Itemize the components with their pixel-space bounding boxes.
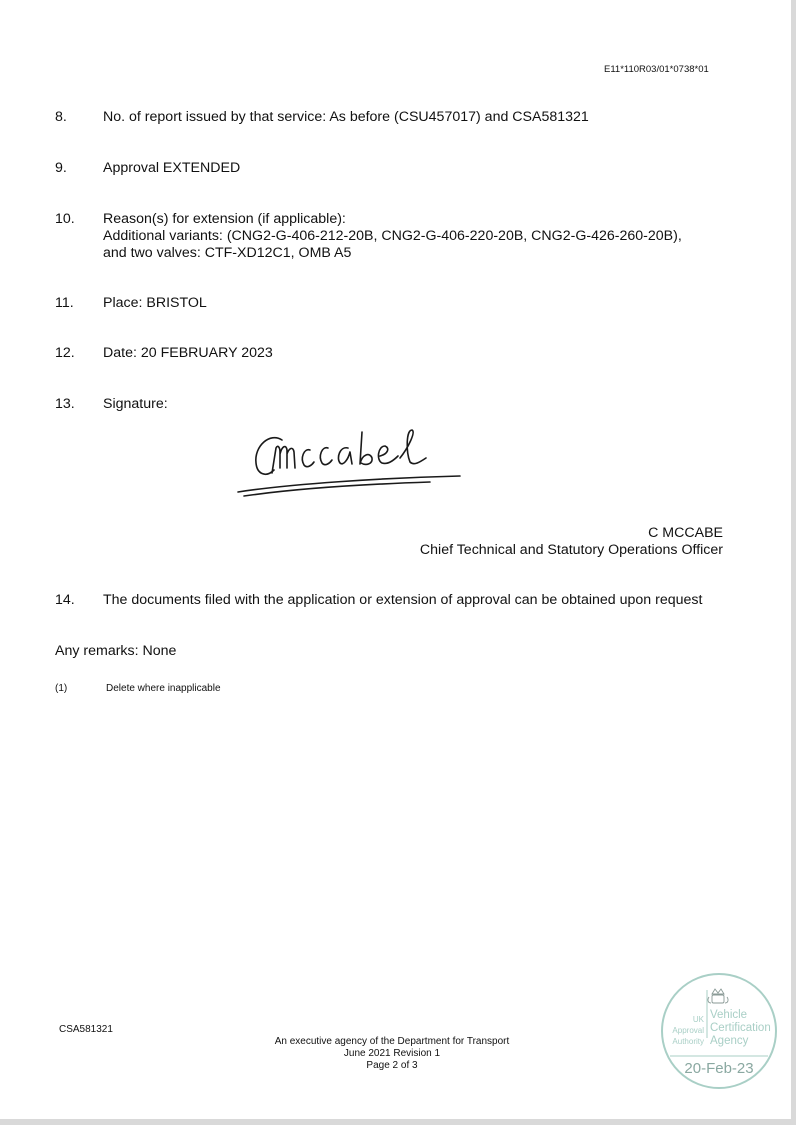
item-number: 14. (55, 592, 75, 608)
item-number: 12. (55, 345, 75, 361)
item-text: Additional variants: (CNG2-G-406-212-20B, CNG2-G-406-220-20B, CNG2-G-426-260-20B), (103, 228, 682, 244)
footer-reference: CSA581321 (59, 1024, 113, 1035)
item-number: 13. (55, 396, 75, 412)
stamp-right-text: Certification (710, 1022, 771, 1034)
item-text: No. of report issued by that service: As before (CSU457017) and CSA581321 (103, 109, 589, 125)
item-text: Reason(s) for extension (if applicable): (103, 211, 346, 227)
item-number: 10. (55, 211, 75, 227)
footer-line: Page 2 of 3 (366, 1060, 418, 1071)
stamp-left-text: UK (692, 1015, 704, 1024)
item-text: Place: BRISTOL (103, 295, 207, 311)
footnote-number: (1) (55, 683, 68, 694)
signer-title: Chief Technical and Statutory Operations Officer (419, 542, 723, 558)
item-number: 9. (55, 160, 67, 176)
footer-line: An executive agency of the Department for Transport (274, 1036, 510, 1047)
item-number: 11. (55, 295, 74, 311)
footer (242, 1036, 542, 1072)
footer-line: June 2021 Revision 1 (343, 1048, 441, 1059)
document-reference: E11*110R03/01*0738*01 (604, 64, 709, 75)
vca-stamp (660, 972, 778, 1090)
remarks: Any remarks: None (55, 643, 177, 659)
item-text: and two valves: CTF-XD12C1, OMB A5 (103, 245, 352, 261)
item-text: Date: 20 FEBRUARY 2023 (103, 345, 273, 361)
signer-name: C MCCABE (648, 525, 723, 541)
stamp-left-text: Authority (672, 1037, 704, 1046)
item-text: The documents filed with the application or extension of approval can be obtained upon request (103, 592, 703, 608)
item-text: Approval EXTENDED (103, 160, 241, 176)
stamp-date: 20-Feb-23 (684, 1060, 754, 1077)
item-number: 8. (55, 109, 67, 125)
footnote-text: Delete where inapplicable (106, 683, 221, 694)
handwritten-signature (230, 418, 470, 503)
stamp-right-text: Agency (710, 1035, 749, 1047)
stamp-left-text: Approval (672, 1026, 704, 1035)
item-text: Signature: (103, 396, 168, 412)
stamp-right-text: Vehicle (710, 1009, 748, 1021)
